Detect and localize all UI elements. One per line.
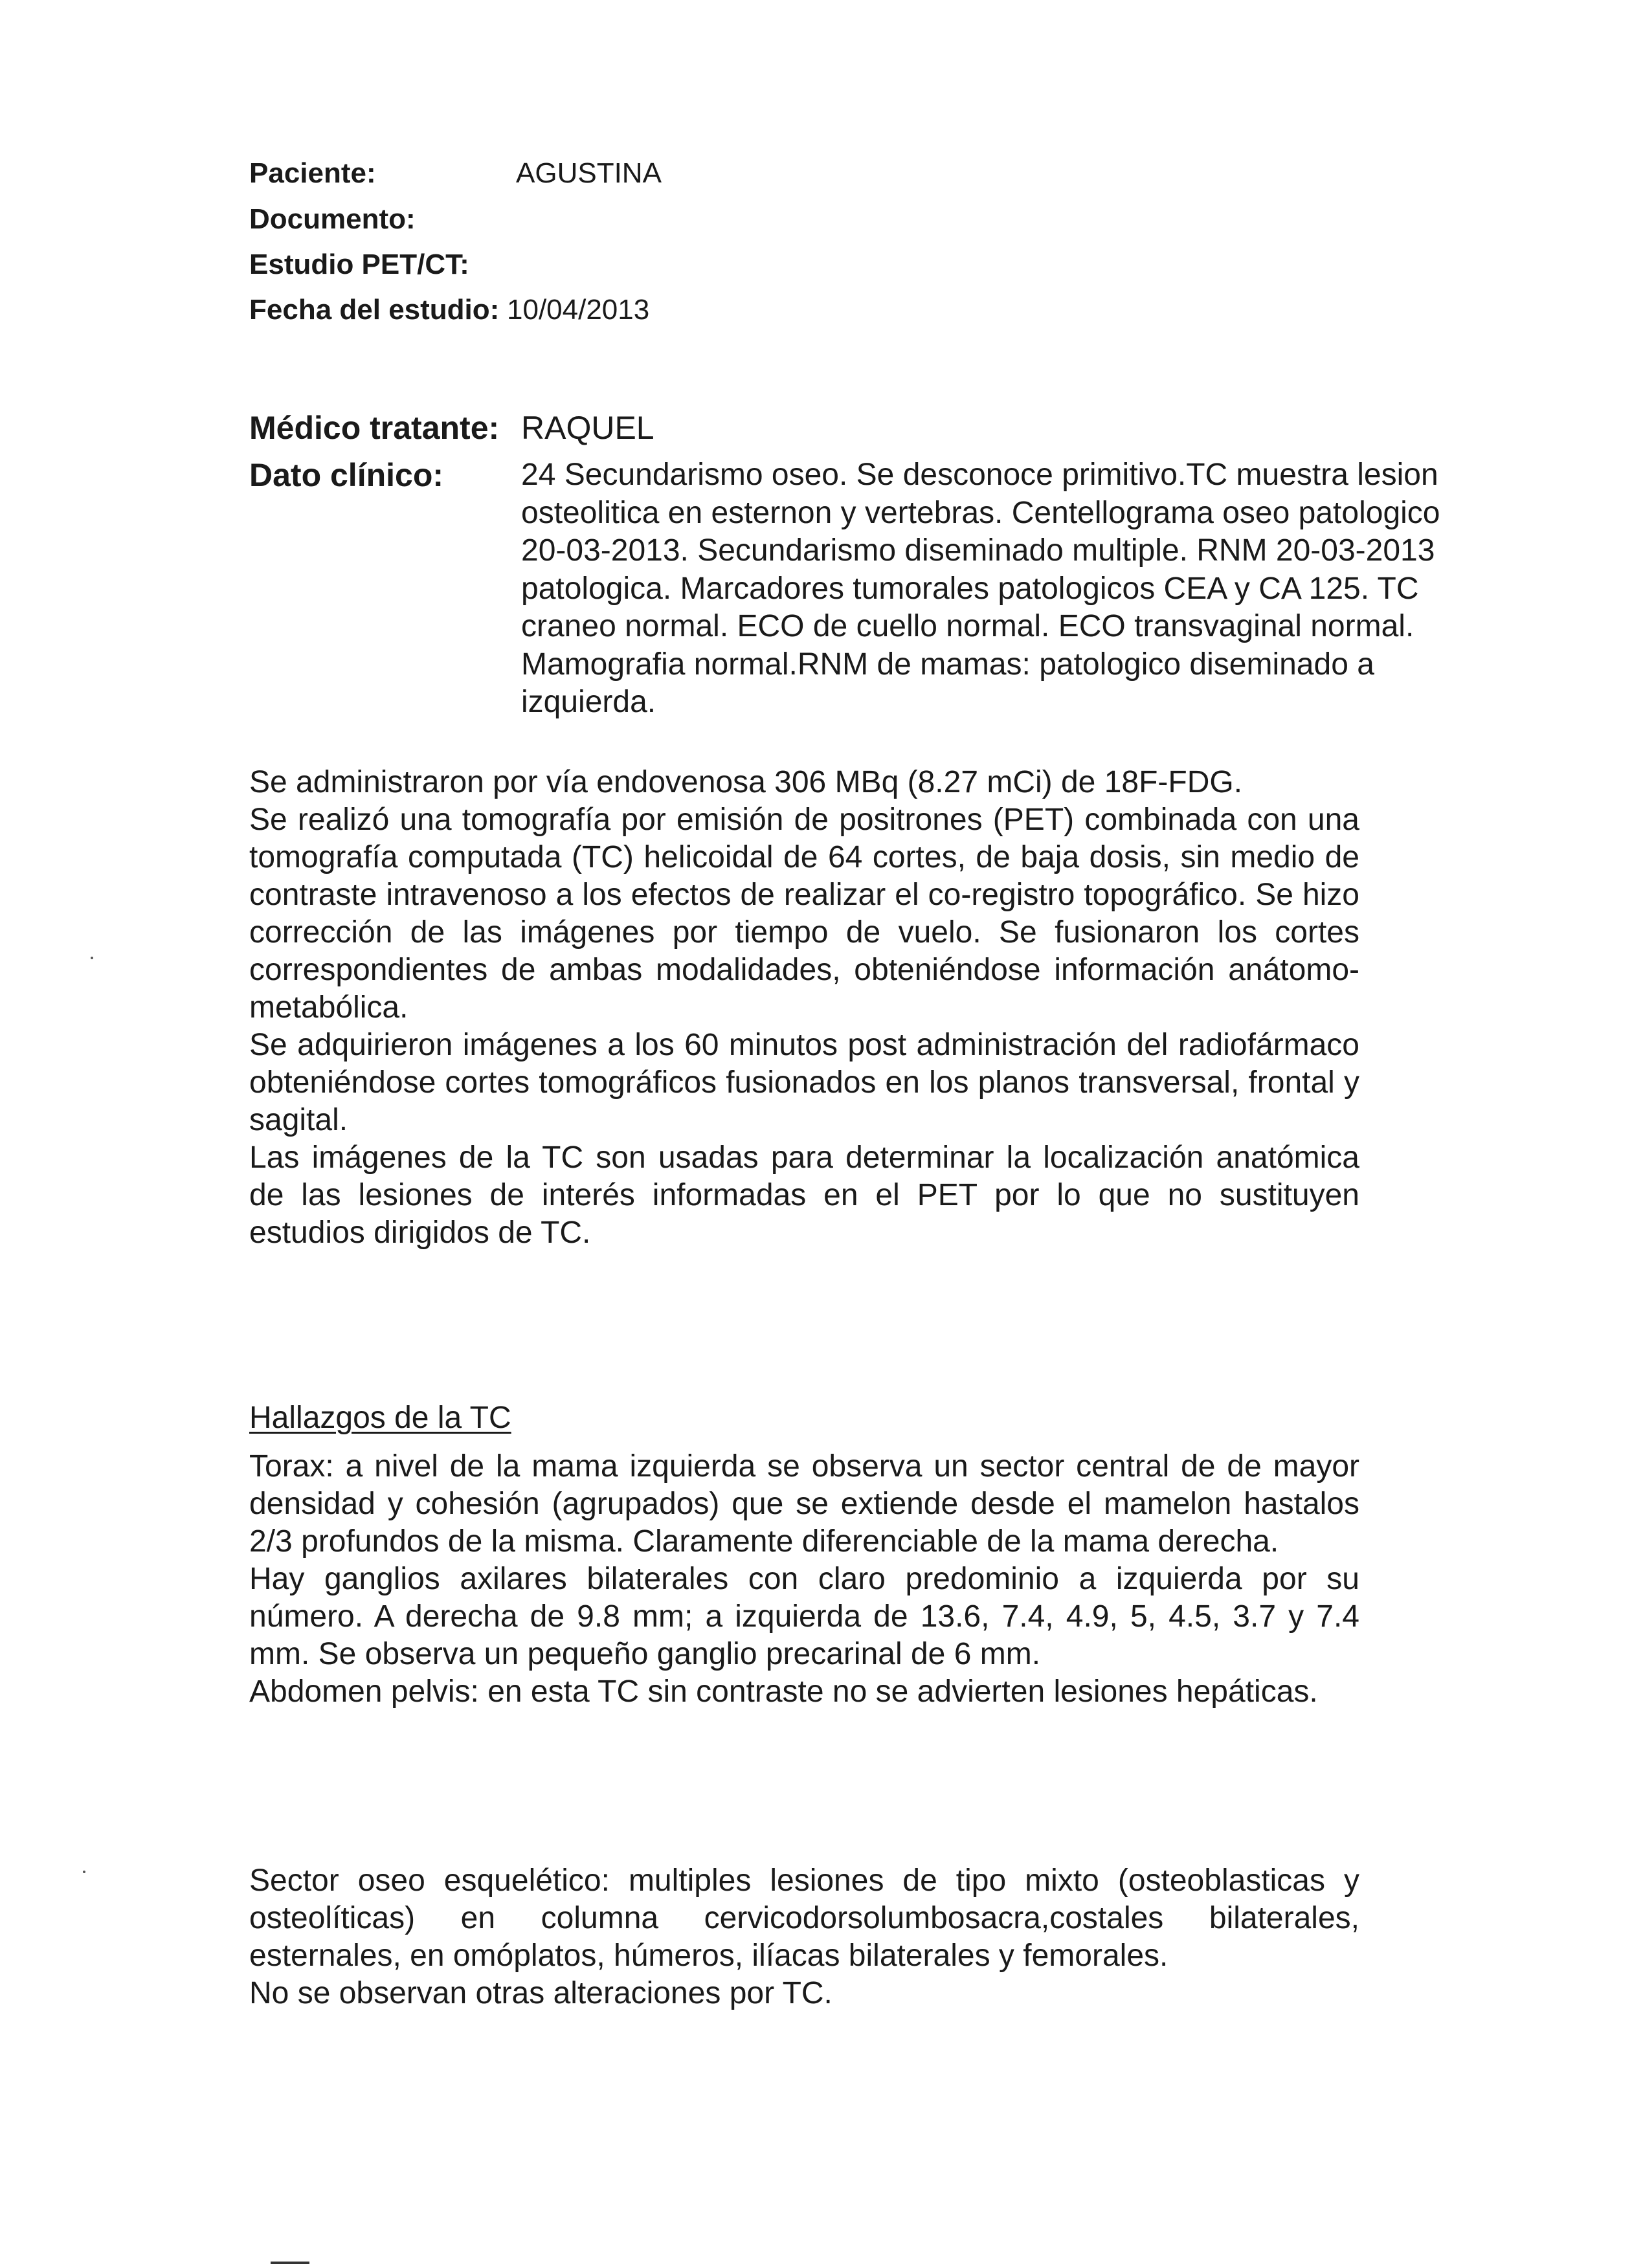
patient-value: AGUSTINA xyxy=(516,157,662,189)
findings-abdomen: Abdomen pelvis: en esta TC sin contraste no se advierten lesiones hepáticas. xyxy=(249,1674,1318,1709)
protocol-paragraph-1: Se realizó una tomografía por emisión de positrones (PET) combinada con una tomografía computada (TC) helicoidal de 64 cortes, de baja dosis, sin medio de contraste intravenoso a los efectos de realizar el co-registro topográfico. Se hizo corrección de las imágenes por tiempo de vuelo. Se fusionaron los cortes correspondientes de ambas modalidades, obteniéndose información anátomo-metabólica. xyxy=(249,803,1359,1025)
date-row xyxy=(249,291,650,329)
date-value: 10/04/2013 xyxy=(507,294,650,326)
findings-nodes: Hay ganglios axilares bilaterales con claro predominio a izquierda por su número. A derecha de 9.8 mm; a izquierda de 13.6, 7.4, 4.9, 5, 4.5, 3.7 y 7.4 mm. Se observa un pequeño ganglio precarinal de 6 mm. xyxy=(249,1562,1359,1671)
study-label: Estudio PET/CT: xyxy=(249,249,469,280)
document-row xyxy=(249,200,416,239)
protocol-paragraph-2: Se adquirieron imágenes a los 60 minutos post administración del radiofármaco obteniéndose cortes tomográficos fusionados en los planos transversal, frontal y sagital. xyxy=(249,1028,1359,1137)
scan-dot xyxy=(91,957,93,959)
clinical-data-text: 24 Secundarismo oseo. Se desconoce primitivo.TC muestra lesion osteolitica en esternon y vertebras. Centellograma oseo patologico 20-03-2013. Secundarismo diseminado multiple. RNM 20-03-2013 patologica. Marcadores tumorales patologicos CEA y CA 125. TC craneo normal. ECO de cuello normal. ECO transvaginal normal. Mamografia normal.RNM de mamas: patologico diseminado a izquierda. xyxy=(521,458,1440,719)
patient-label: Paciente: xyxy=(249,157,376,189)
study-row xyxy=(249,245,469,284)
dose-line: Se administraron por vía endovenosa 306 MBq (8.27 mCi) de 18F-FDG. xyxy=(249,765,1243,799)
findings-conclusion: No se observan otras alteraciones por TC. xyxy=(249,1976,833,2010)
patient-row xyxy=(249,154,662,193)
findings-section xyxy=(249,1448,1359,1711)
findings-thorax: Torax: a nivel de la mama izquierda se observa un sector central de de mayor densidad y cohesión (agrupados) que se extiende desde el mamelon hastalos 2/3 profundos de la misma. Claramente diferenciable de la mama derecha. xyxy=(249,1449,1359,1559)
doctor-label: Médico tratante: xyxy=(249,410,500,446)
protocol-section xyxy=(249,764,1359,1252)
protocol-paragraph-3: Las imágenes de la TC son usadas para determinar la localización anatómica de las lesiones de interés informadas en el PET por lo que no sustituyen estudios dirigidos de TC. xyxy=(249,1140,1359,1250)
doctor-row xyxy=(249,409,654,447)
clinical-data-label: Dato clínico: xyxy=(249,457,444,493)
document-label: Documento: xyxy=(249,203,416,235)
doctor-value: RAQUEL xyxy=(521,410,654,446)
findings-title: Hallazgos de la TC xyxy=(249,1401,511,1435)
scan-mark xyxy=(271,2262,309,2264)
clinical-data-row xyxy=(249,456,443,494)
findings-bone: Sector oseo esquelético: multiples lesiones de tipo mixto (osteoblasticas y osteolíticas) en columna cervicodorsolumbosacra,costales bilaterales, esternales, en omóplatos, húmeros, ilíacas bilaterales y femorales. xyxy=(249,1863,1359,1973)
scan-dot xyxy=(83,1871,85,1873)
date-label: Fecha del estudio: xyxy=(249,294,500,326)
bone-section xyxy=(249,1862,1359,2012)
